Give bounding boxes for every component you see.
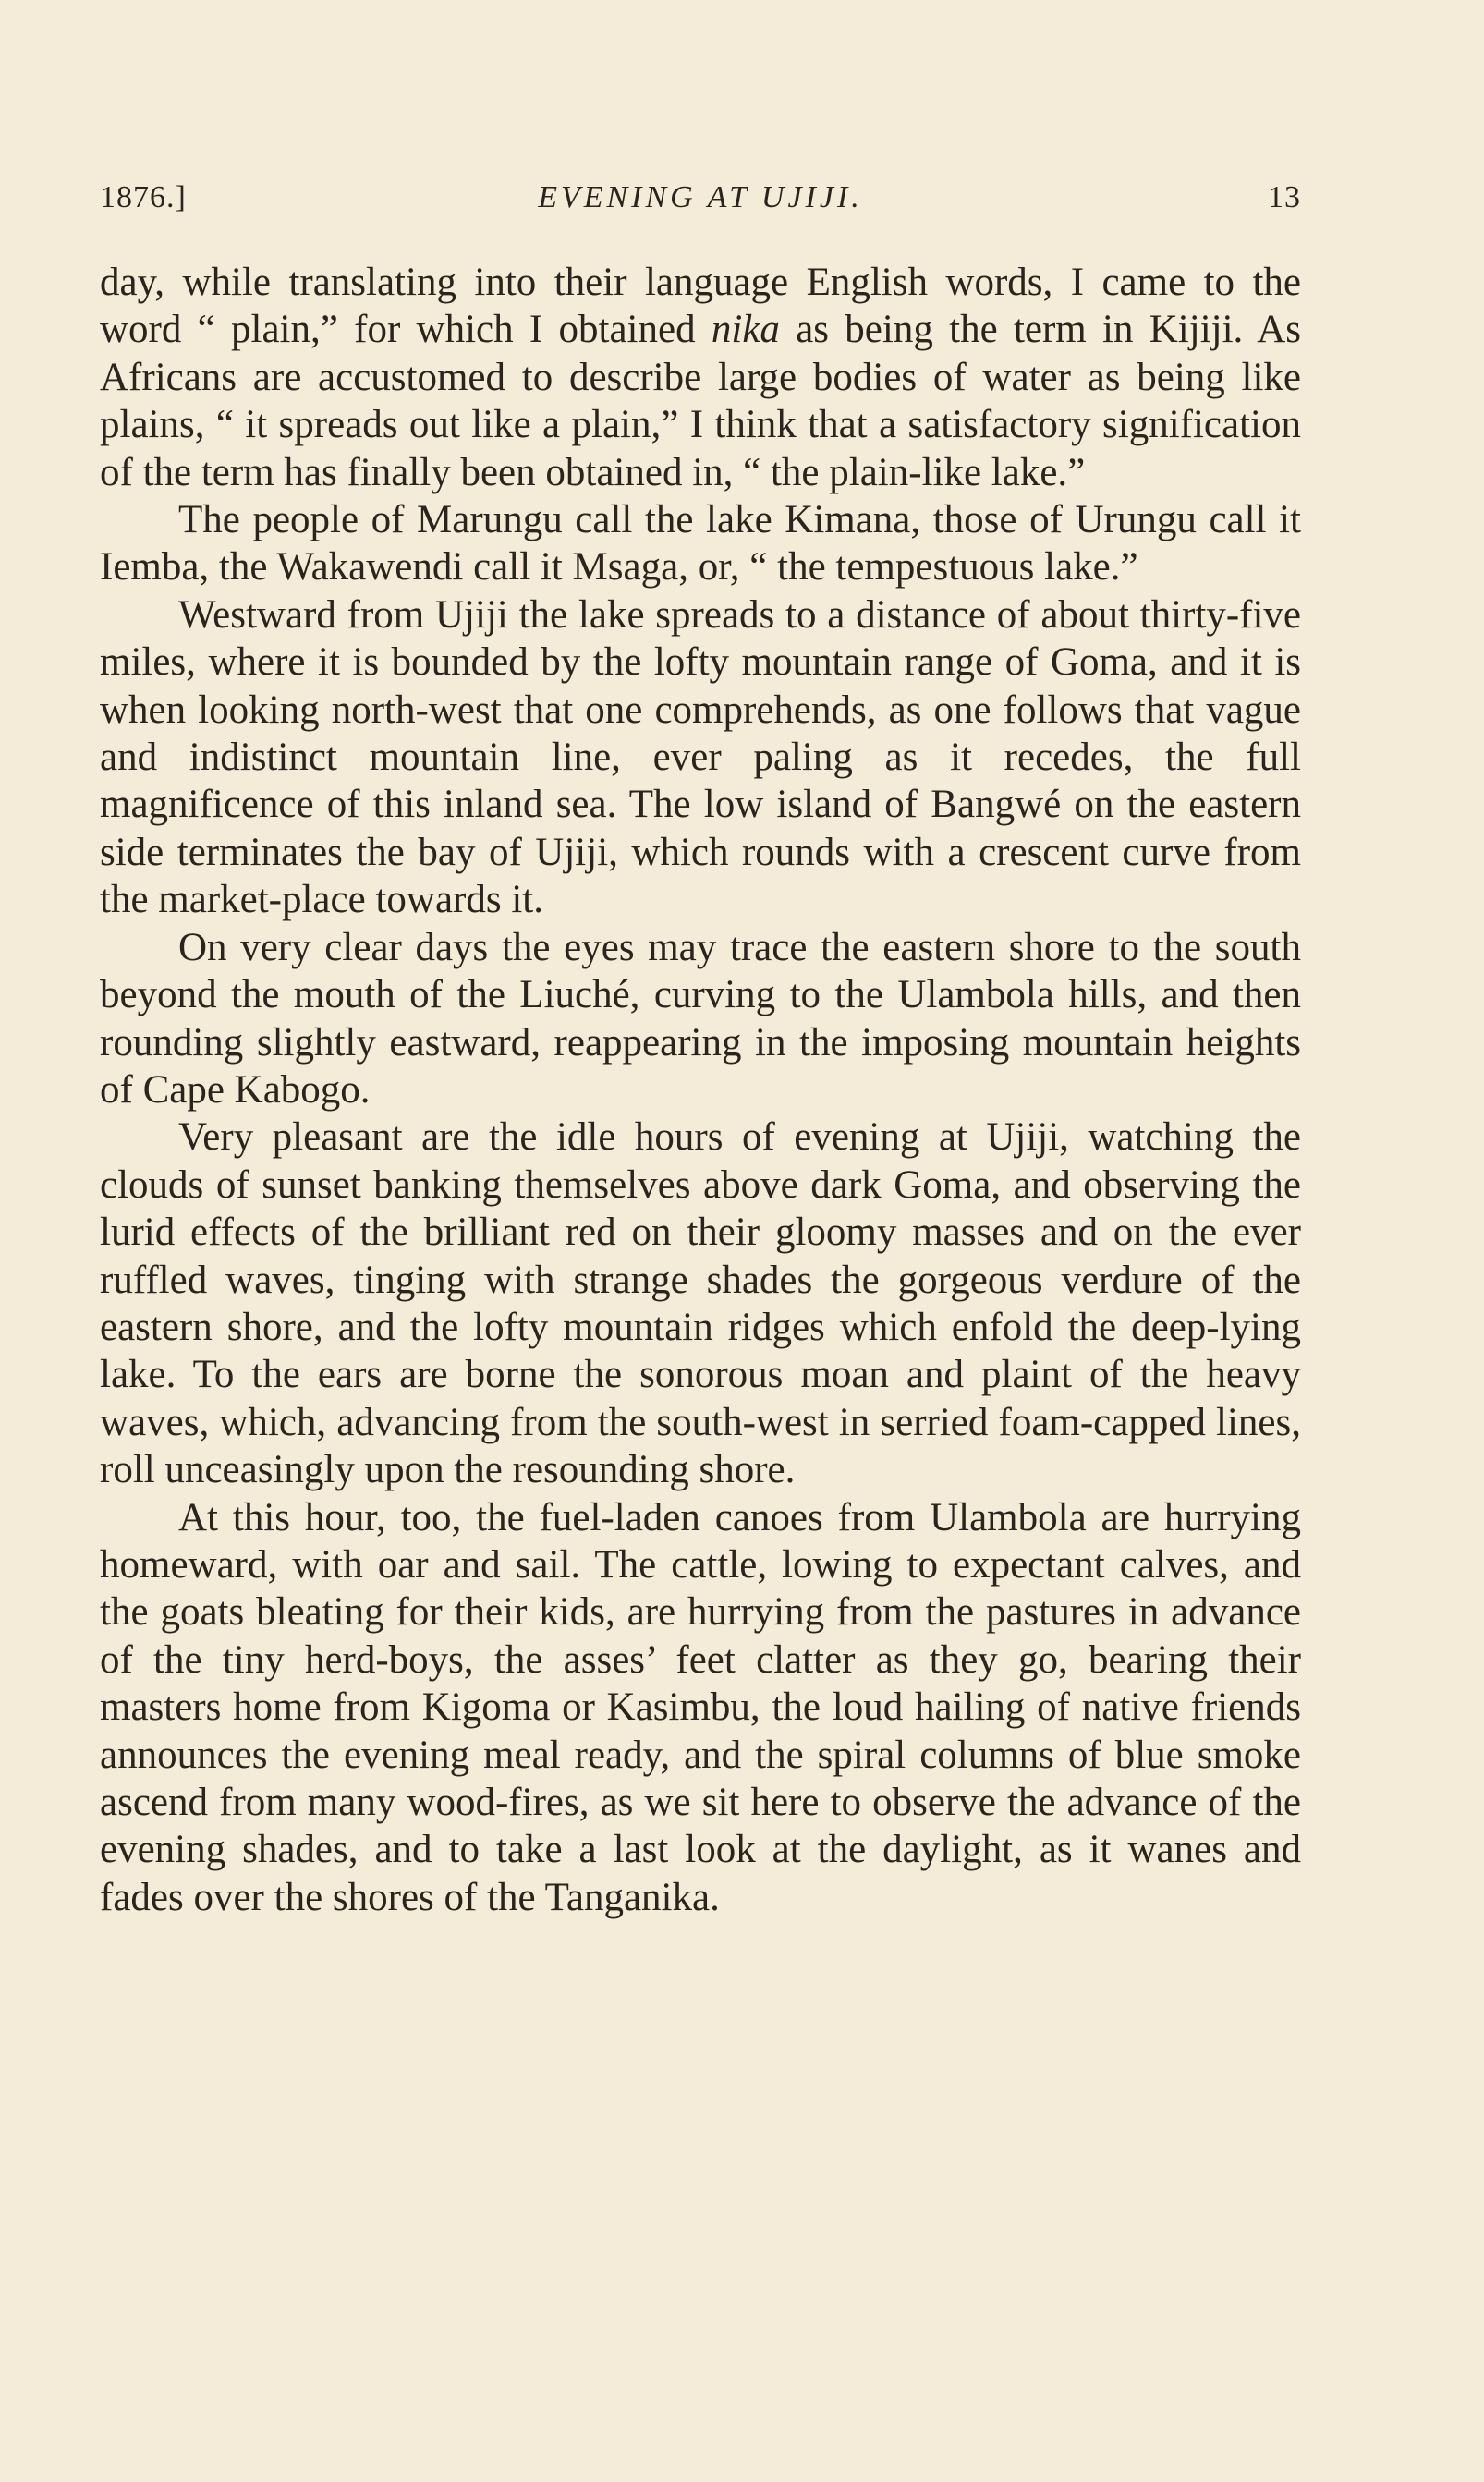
paragraph-4: On very clear days the eyes may trace the eastern shore to the south beyond the mouth of the Liuché, curving to the Ulambola hills, and then rounding slightly eastward, reappearing in the imposing mountain heights of Cape Kabogo. <box>100 925 1301 1112</box>
running-header <box>100 180 1301 226</box>
header-title: EVENING AT UJIJI. <box>538 180 863 214</box>
paragraph-1-pre: day, while translating into their language English words, I came to the word “ plain,” for which I obtained <box>100 261 1301 352</box>
paragraph-1-italic: nika <box>711 308 780 352</box>
page-number: 13 <box>1268 180 1301 214</box>
paragraph-3: Westward from Ujiji the lake spreads to a distance of about thirty-five miles, where it is bounded by the lofty mountain range of Goma, and it is when looking north-west that one comprehends, as one follows that vague and indistinct mountain line, ever paling as it recedes, the full magnificence of this inland sea. The low island of Bangwé on the eastern side terminates the bay of Ujiji, which rounds with a crescent curve from the market-place towards it. <box>100 592 1301 922</box>
paragraph-1-post: as being the term in Kijiji. As Africans are accustomed to describe large bodies of water as being like plains, “ it spreads out like a plain,” I think that a satisfactory signification of the term has finally been obtained in, “ the plain-like lake.” <box>100 308 1301 494</box>
paragraph-6: At this hour, too, the fuel-laden canoes from Ulambola are hurrying homeward, with oar and sail. The cattle, lowing to expectant calves, and the goats bleating for their kids, are hurrying from the pastures in advance of the tiny herd-boys, the asses’ feet clatter as they go, bearing their masters home from Kigoma or Kasimbu, the loud hailing of native friends announces the evening meal ready, and the spiral columns of blue smoke ascend from many wood-fires, as we sit here to observe the advance of the evening shades, and to take a last look at the daylight, as it wanes and fades over the shores of the Tanganika. <box>100 1495 1301 1919</box>
paragraph-5: Very pleasant are the idle hours of evening at Ujiji, watching the clouds of sunset banking themselves above dark Goma, and observing the lurid effects of the brilliant red on their gloomy masses and on the ever ruffled waves, tinging with strange shades the gorgeous verdure of the eastern shore, and the lofty mountain ridges which enfold the deep-lying lake. To the ears are borne the sonorous moan and plaint of the heavy waves, which, advancing from the south-west in serried foam-capped lines, roll unceasingly upon the resounding shore. <box>100 1115 1301 1492</box>
header-year: 1876.] <box>100 180 187 214</box>
body-text <box>100 259 1301 1921</box>
paragraph-1 <box>100 259 1301 496</box>
paragraph-2: The people of Marungu call the lake Kimana, those of Urungu call it Iemba, the Wakawendi call it Msaga, or, “ the tempestuous lake.” <box>100 498 1301 590</box>
